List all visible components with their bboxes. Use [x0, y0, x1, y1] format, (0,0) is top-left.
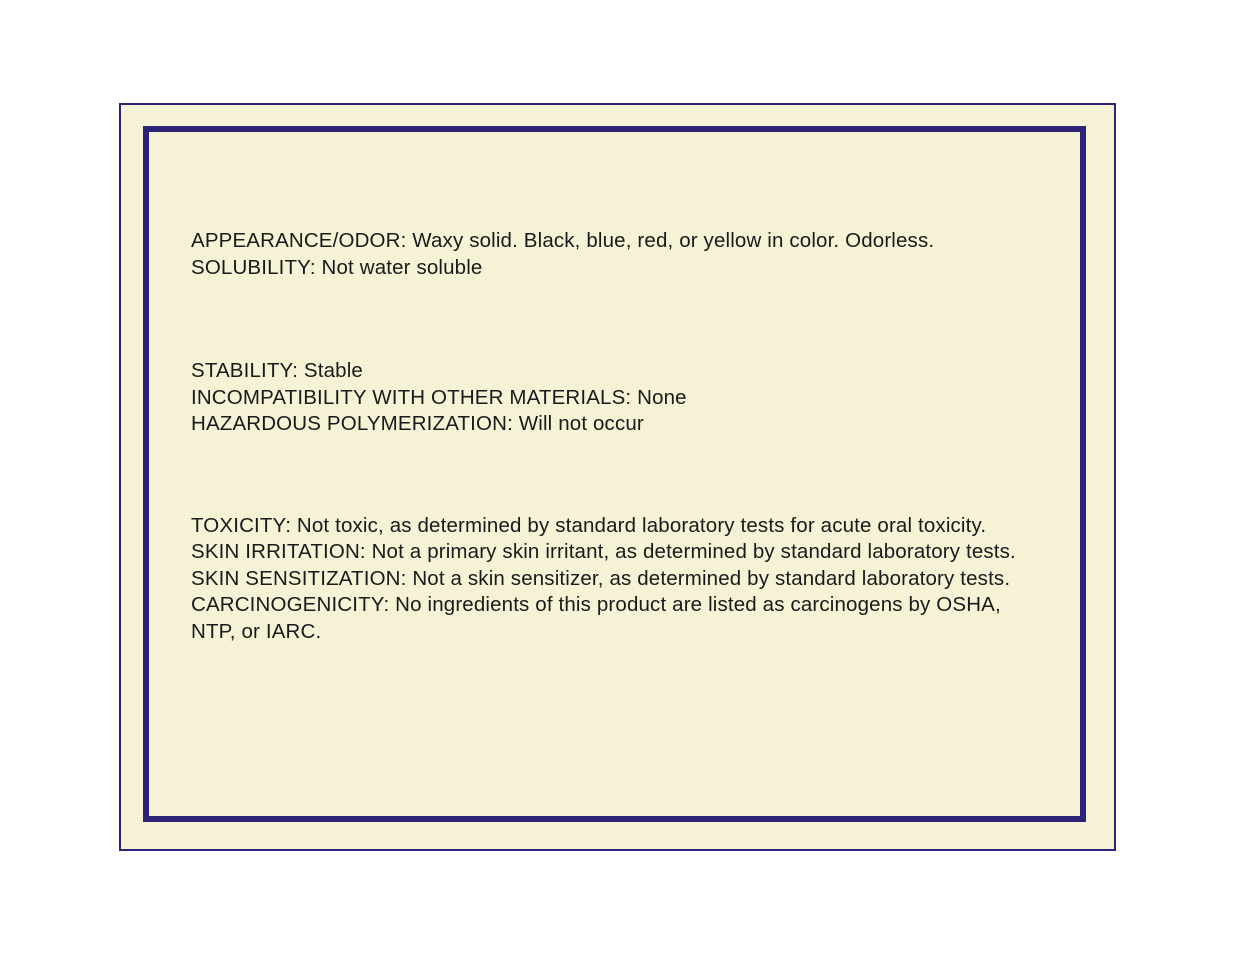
physical-properties-section [191, 228, 1051, 281]
appearance-odor-text: APPEARANCE/ODOR: Waxy solid. Black, blue, red, or yellow in color. Odorless. [191, 229, 935, 252]
carcinogenicity-text: CARCINOGENICITY: No ingredients of this product are listed as carcinogens by OSHA, NTP, or IARC. [191, 593, 1001, 643]
toxicity-text: TOXICITY: Not toxic, as determined by standard laboratory tests for acute oral toxicity. [191, 513, 987, 537]
reactivity-section [191, 358, 1051, 438]
health-hazard-section [191, 513, 1051, 646]
inner-frame [143, 126, 1086, 822]
msds-content [191, 228, 1051, 645]
outer-frame [119, 103, 1116, 851]
skin-sensitization-text: SKIN SENSITIZATION: Not a skin sensitizer, as determined by standard laboratory tests. [191, 566, 1011, 590]
solubility-text: SOLUBILITY: Not water soluble [191, 255, 483, 279]
incompatibility-text: INCOMPATIBILITY WITH OTHER MATERIALS: None [191, 385, 687, 409]
stability-text: STABILITY: Stable [191, 359, 363, 382]
hazardous-polymerization-text: HAZARDOUS POLYMERIZATION: Will not occur [191, 412, 644, 435]
skin-irritation-text: SKIN IRRITATION: Not a primary skin irritant, as determined by standard laboratory tests. [191, 540, 1016, 563]
